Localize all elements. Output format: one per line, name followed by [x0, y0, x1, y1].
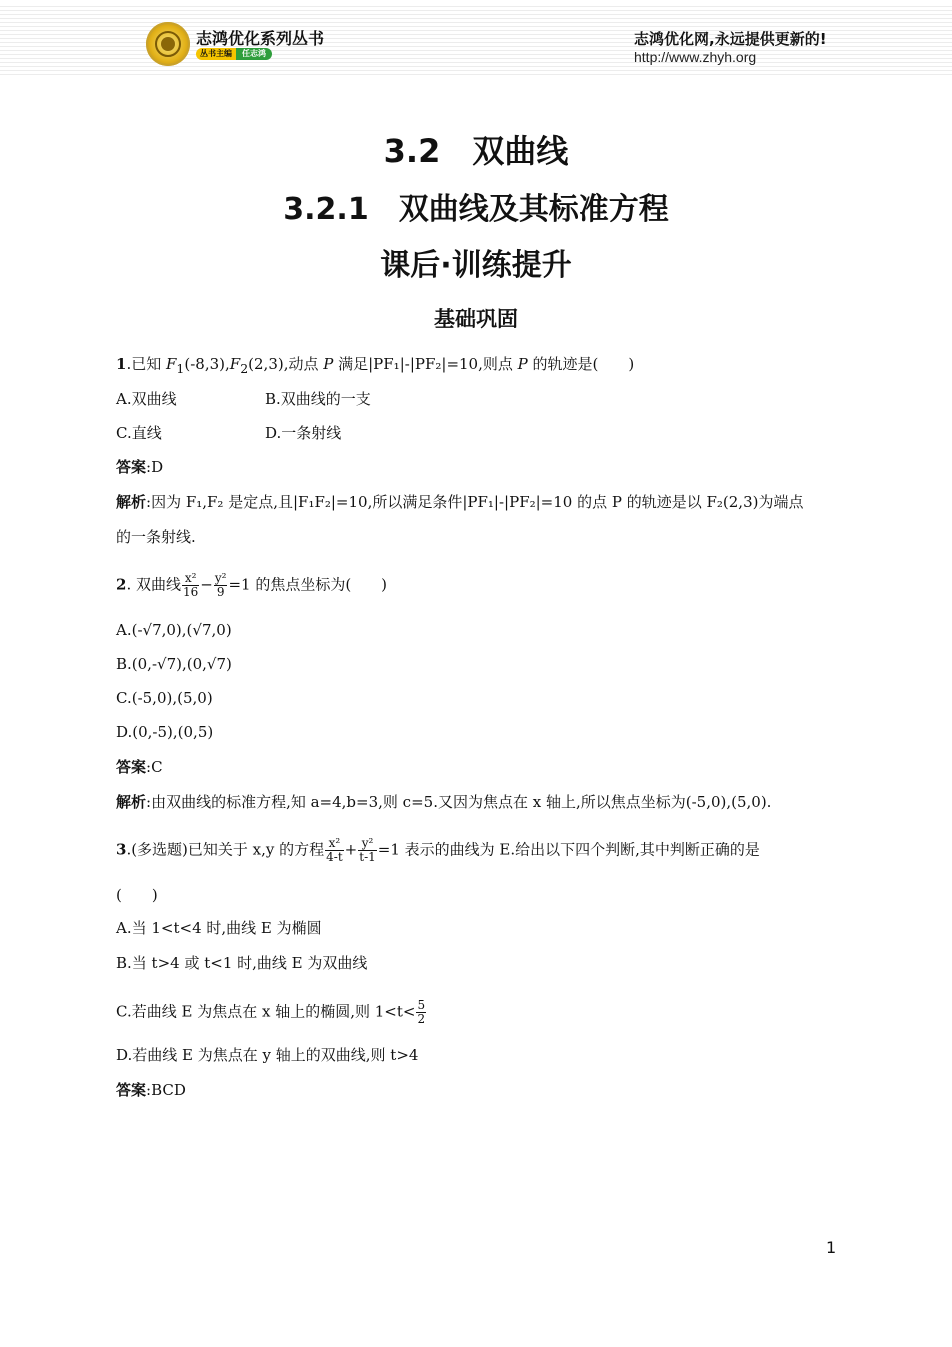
- q1-option-d: D.一条射线: [265, 424, 342, 442]
- q3-answer-value: :BCD: [146, 1081, 186, 1099]
- q1-f2-sub: 2: [240, 361, 249, 376]
- q2-option-c: C.(-5,0),(5,0): [116, 689, 213, 707]
- q1-f1-sub: 1: [176, 361, 185, 376]
- q3-frac1: [325, 837, 344, 864]
- q3-option-d: D.若曲线 E 为焦点在 y 轴上的双曲线,则 t>4: [116, 1046, 419, 1064]
- q1-p2: P: [517, 355, 528, 373]
- q3-option-c-text: C.若曲线 E 为焦点在 x 轴上的椭圆,则 1<t<: [116, 1002, 416, 1021]
- subsection-title: 3.2.1 双曲线及其标准方程: [283, 192, 669, 227]
- q1-option-a: A.双曲线: [116, 390, 177, 408]
- editor-badge: [196, 48, 272, 60]
- q1-cond: 满足|PF₁|-|PF₂|=10,则点: [333, 355, 518, 373]
- q3-number: 3: [116, 840, 127, 859]
- q2-frac1-den: 16: [183, 585, 199, 599]
- q2-analysis-text: :由双曲线的标准方程,知 a=4,b=3,则 c=5.又因为焦点在 x 轴上,所以焦点坐标为(-5,0),(5,0).: [146, 793, 772, 811]
- q3-frac2-num: y²: [358, 837, 377, 851]
- q1-analysis-cont: 的一条射线.: [116, 528, 196, 546]
- q2-frac1-num: x²: [182, 572, 199, 586]
- q2-option-d: D.(0,-5),(0,5): [116, 723, 214, 741]
- q2-minus: −: [200, 575, 213, 594]
- q2-frac2-den: 9: [216, 585, 225, 599]
- q1-answer-value: :D: [146, 458, 164, 476]
- q3-paren: ( ): [116, 886, 158, 904]
- page-number: 1: [826, 1238, 837, 1257]
- q2-stem-a: 双曲线: [131, 575, 181, 594]
- q1-answer: [116, 457, 163, 477]
- q2-frac2-num: y²: [214, 571, 227, 585]
- q1-option-b: B.双曲线的一支: [265, 390, 371, 408]
- q1-answer-label: 答案: [116, 458, 147, 476]
- q1-f1: F: [166, 355, 177, 373]
- badge-right: 任志鸿: [236, 48, 272, 60]
- section-title: 3.2 双曲线: [383, 132, 569, 170]
- q1-option-c: C.直线: [116, 424, 162, 442]
- q2-number: 2: [116, 575, 127, 594]
- series-name: 志鸿优化系列丛书: [196, 29, 325, 48]
- header-slogan: 志鸿优化网,永远提供更新的!: [634, 30, 827, 48]
- q1-end: 的轨迹是( ): [527, 355, 635, 373]
- q3-stem-a: .(多选题)已知关于 x,y 的方程: [126, 840, 325, 859]
- q2-analysis: [116, 792, 771, 812]
- q2-answer-label: 答案: [116, 758, 147, 776]
- badge-left: 丛书主编: [196, 48, 236, 60]
- q1-p: P: [323, 355, 334, 373]
- q3-frac1-den: 4-t: [326, 850, 343, 864]
- q1-f2: F: [229, 355, 241, 373]
- publisher-logo: [146, 22, 190, 66]
- q3-c-frac-num: 5: [417, 998, 426, 1012]
- q3-option-b: B.当 t>4 或 t<1 时,曲线 E 为双曲线: [116, 954, 368, 972]
- q1-f2-coord: (2,3),动点: [248, 355, 324, 373]
- q2-stem-b: =1 的焦点坐标为( ): [228, 575, 388, 594]
- q3-answer: [116, 1080, 186, 1100]
- q3-option-c: [116, 999, 427, 1026]
- q3-stem: [116, 837, 760, 864]
- q1-number: 1: [116, 355, 127, 373]
- q1-stem: 1.已知 $F_1(-8,3),F_2(2,3)$,动点 P 满足|PF₁|-|PF₂|=10,则点 P 的轨迹是( ): [116, 355, 635, 376]
- q3-plus: +: [344, 840, 358, 859]
- q3-answer-label: 答案: [116, 1081, 147, 1099]
- q2-option-b: B.(0,-√7),(0,√7): [116, 655, 232, 673]
- q1-analysis-label: 解析: [116, 493, 147, 511]
- q2-option-a: A.(-√7,0),(√7,0): [116, 621, 232, 639]
- part-heading: 基础巩固: [434, 307, 518, 331]
- page-header: [0, 0, 952, 80]
- q3-frac1-num: x²: [325, 837, 344, 851]
- q2-answer: [116, 757, 163, 777]
- q1-f1-coord: (-8,3),: [184, 355, 230, 373]
- q2-answer-value: :C: [146, 758, 163, 776]
- subtitle: 课后·训练提升: [380, 248, 572, 283]
- header-url: http://www.zhyh.org: [634, 49, 757, 65]
- q3-frac2: [358, 837, 377, 864]
- q3-option-c-frac: [416, 999, 426, 1026]
- q3-c-frac-den: 2: [417, 1012, 426, 1026]
- q3-option-a: A.当 1<t<4 时,曲线 E 为椭圆: [116, 919, 322, 937]
- q3-stem-b: =1 表示的曲线为 E.给出以下四个判断,其中判断正确的是: [377, 840, 760, 859]
- q2-stem: 2. 双曲线 $\frac{\text{x²}}{16}$ − $\frac{\text{y²}}{9}$ =1 的焦点坐标为( ): [116, 571, 388, 599]
- q2-analysis-label: 解析: [116, 793, 147, 811]
- q1-analysis-line1: :因为 F₁,F₂ 是定点,且|F₁F₂|=10,所以满足条件|PF₁|-|PF₂|=10 的点 P 的轨迹是以 F₂(2,3)为端点: [146, 493, 804, 511]
- q2-frac1: [182, 572, 199, 599]
- q3-frac2-den: t-1: [359, 850, 376, 864]
- q2-frac2: [214, 572, 228, 599]
- q1-analysis: [116, 492, 803, 512]
- q1-stem-a: 已知: [131, 355, 166, 373]
